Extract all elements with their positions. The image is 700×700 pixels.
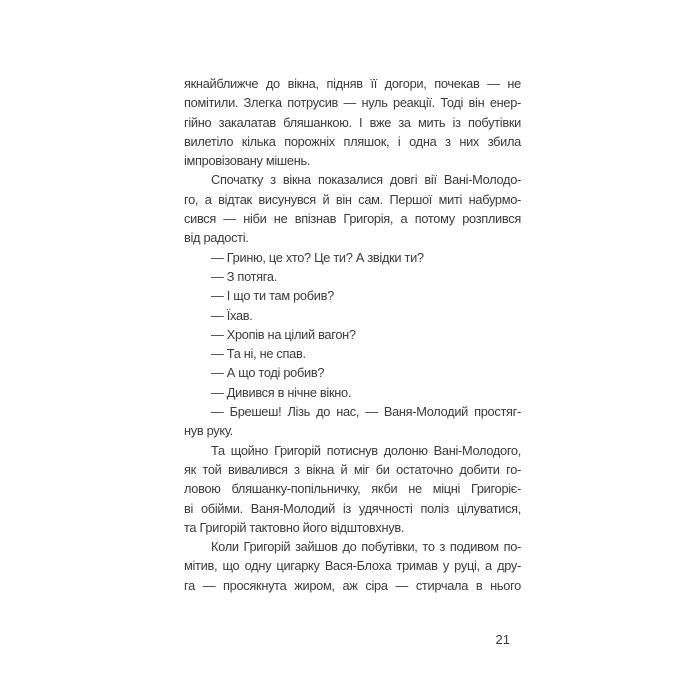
text-line: — З потяга. (211, 268, 277, 284)
text-line: — І що ти там робив? (211, 288, 334, 304)
text-block (184, 74, 521, 595)
text-line: Спочатку з вікна показалися довгі вії Вані-Молодо- (211, 172, 521, 188)
text-line: ві обійми. Ваня-Молодий із удячності поліз цілуватися, (184, 500, 521, 516)
text-line: — Дивився в нічне вікно. (211, 384, 352, 400)
text-line: вилетіло кілька порожніх пляшок, і одна з них збила (184, 133, 521, 149)
text-line: від радості. (184, 230, 249, 246)
text-line: імпровізовану мішень. (184, 153, 311, 169)
text-line: ловою бляшанку-попільничку, якби не міцні Григоріє- (184, 481, 521, 497)
text-line: — А що тоді робив? (211, 365, 325, 381)
text-line: — Хропів на цілий вагон? (211, 326, 356, 342)
text-line: — Гриню, це хто? Це ти? А звідки ти? (211, 249, 424, 265)
text-line: сився — ніби не впізнав Григорія, а потому розплився (184, 211, 521, 227)
page-number: 21 (495, 632, 510, 647)
text-line: нув руку. (184, 423, 233, 439)
text-line: — Брешеш! Лізь до нас, — Ваня-Молодий простяг- (211, 404, 521, 420)
text-line: Коли Григорій зайшов до побутівки, то з подивом по- (211, 539, 521, 555)
text-line: якнайближче до вікна, підняв її догори, почекав — не (184, 76, 521, 91)
text-line: помітили. Злегка потрусив — нуль реакції. Тоді він енер- (184, 95, 521, 111)
text-line: — Їхав. (211, 307, 253, 323)
text-line: гійно закалатав бляшанкою. І вже за мить із побутівки (184, 114, 521, 130)
text-line: Та щойно Григорій потиснув долоню Вані-Молодого, (211, 442, 521, 458)
text-line: та Григорій тактовно його відштовхнув. (184, 519, 405, 535)
text-line: — Та ні, не спав. (211, 346, 306, 362)
text-line: як той вивалився з вікна й міг би остаточно добити го- (184, 461, 521, 477)
text-line: го, а відтак висунувся й він сам. Першої миті набурмо- (184, 191, 521, 207)
text-line: мітив, що одну цигарку Вася-Блоха тримав у руці, а дру- (184, 558, 521, 574)
text-line: га — просякнута жиром, аж сіра — стирчала в нього (184, 577, 521, 593)
